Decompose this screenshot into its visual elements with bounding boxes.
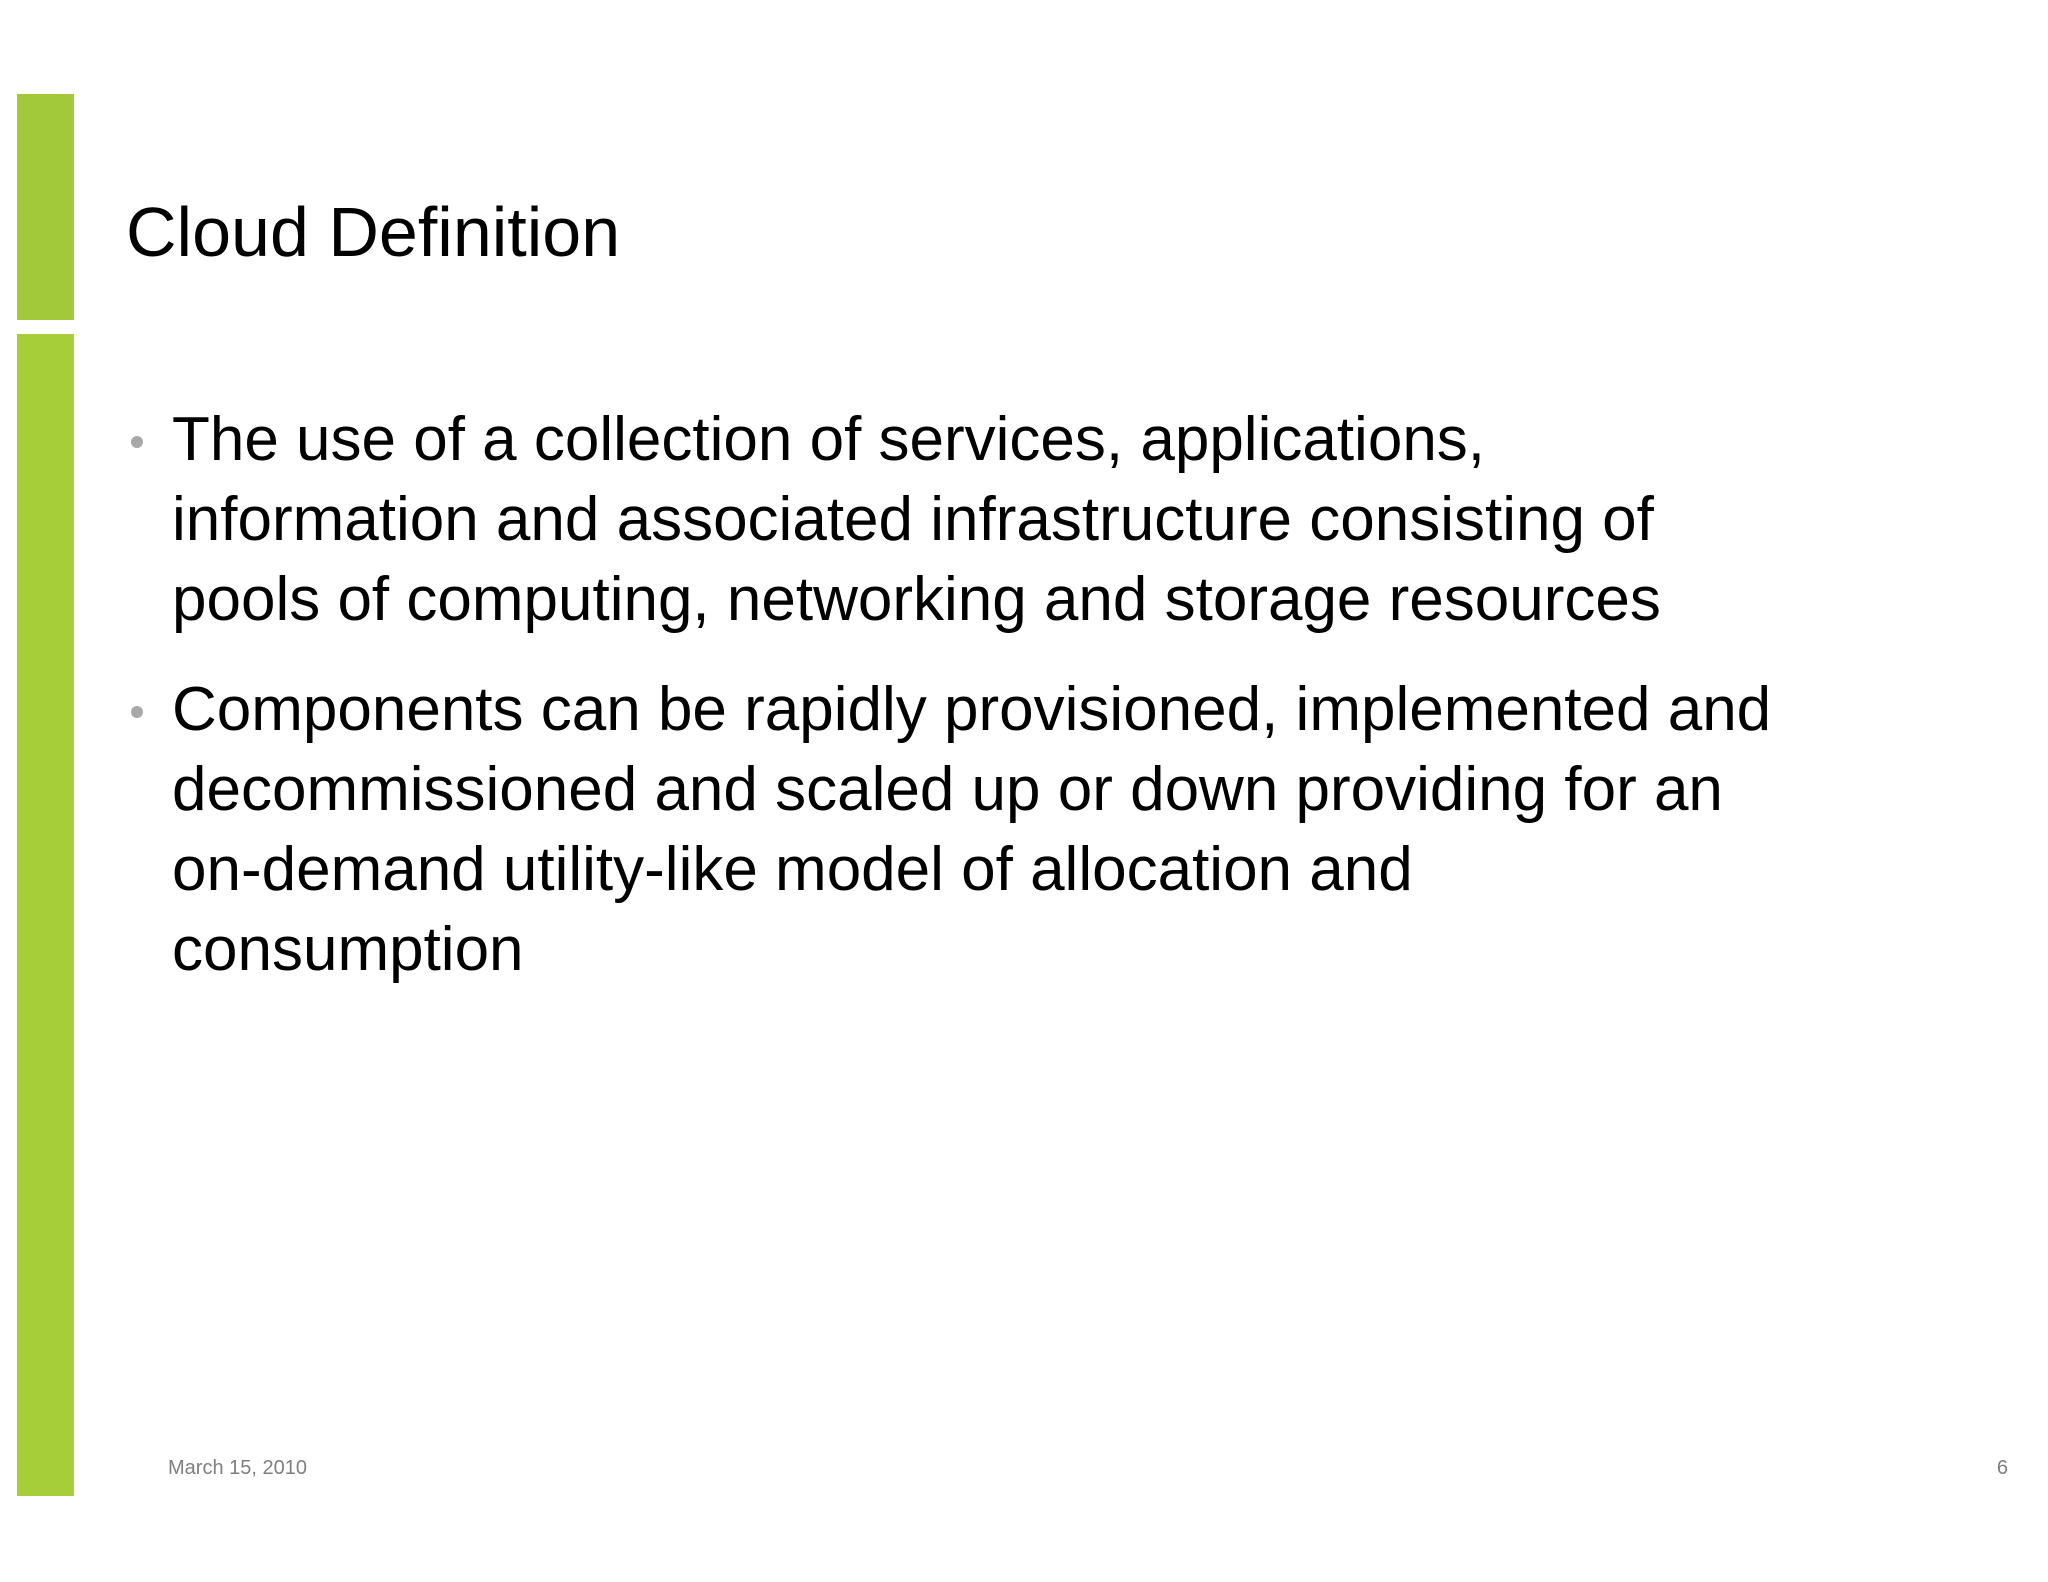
bullet-list xyxy=(128,400,2028,1020)
bullet-text-line: decommissioned and scaled up or down providing for an xyxy=(172,755,1723,824)
accent-bar-top xyxy=(17,94,74,320)
slide-title: Cloud Definition xyxy=(126,193,621,271)
bullet-text-line: consumption xyxy=(172,915,524,984)
page-number: 6 xyxy=(1996,1457,2008,1479)
bullet-dot-icon xyxy=(131,436,143,448)
bullet-text-line: pools of computing, networking and storage resources xyxy=(172,565,1661,634)
accent-bar-side xyxy=(17,334,74,1496)
bullet-item xyxy=(128,400,2028,640)
bullet-text-line: Components can be rapidly provisioned, implemented and xyxy=(172,675,1772,744)
bullet-dot-icon xyxy=(131,706,143,718)
bullet-item xyxy=(128,670,2028,990)
bullet-text-line: The use of a collection of services, applications, xyxy=(172,405,1486,474)
footer-date: March 15, 2010 xyxy=(168,1457,307,1479)
bullet-text-line: on-demand utility-like model of allocation and xyxy=(172,835,1413,904)
bullet-text-line: information and associated infrastructure consisting of xyxy=(172,485,1654,554)
